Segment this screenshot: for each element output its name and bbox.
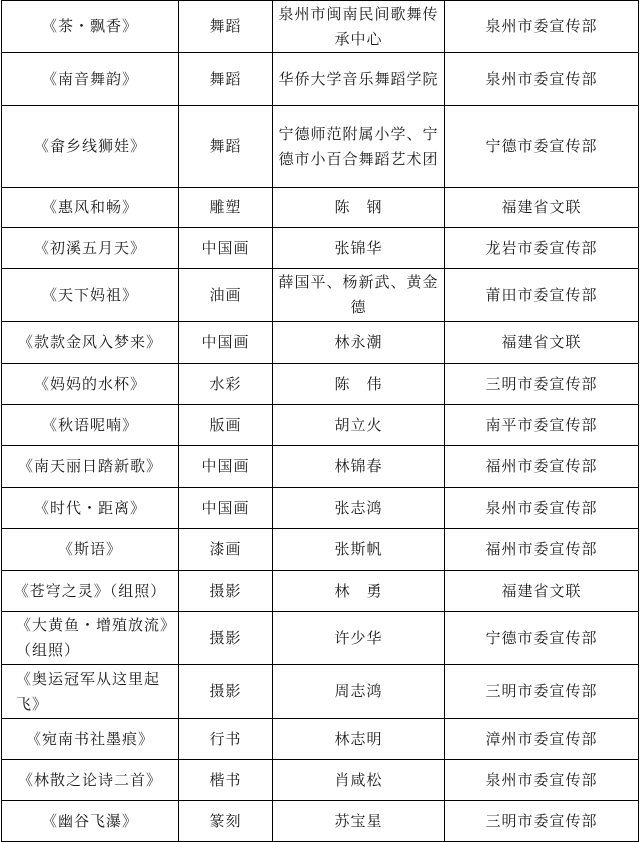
author-cell: 林 勇 <box>273 571 445 612</box>
table-row <box>2 446 639 488</box>
author-cell: 苏宝星 <box>273 801 445 842</box>
category-cell: 版画 <box>179 405 273 446</box>
work-title-cell: 《奥运冠军从这里起飞》 <box>2 665 179 719</box>
category-cell: 舞蹈 <box>179 1 273 53</box>
recommender-cell: 福建省文联 <box>445 188 639 228</box>
table-row <box>2 529 639 571</box>
author-cell: 林锦春 <box>273 446 445 488</box>
work-title-cell: 《幽谷飞瀑》 <box>2 801 179 842</box>
recommender-cell: 福建省文联 <box>445 322 639 364</box>
recommender-cell: 泉州市委宣传部 <box>445 760 639 801</box>
recommender-cell: 福州市委宣传部 <box>445 529 639 571</box>
category-cell: 中国画 <box>179 322 273 364</box>
award-list-table <box>1 0 639 842</box>
category-cell: 摄影 <box>179 612 273 665</box>
category-cell: 行书 <box>179 719 273 760</box>
category-cell: 中国画 <box>179 488 273 529</box>
author-cell: 周志鸿 <box>273 665 445 719</box>
category-cell: 楷书 <box>179 760 273 801</box>
table-row <box>2 571 639 612</box>
work-title-cell: 《南天丽日踏新歌》 <box>2 446 179 488</box>
author-cell: 林永潮 <box>273 322 445 364</box>
recommender-cell: 漳州市委宣传部 <box>445 719 639 760</box>
author-cell: 华侨大学音乐舞蹈学院 <box>273 53 445 106</box>
author-cell: 林志明 <box>273 719 445 760</box>
work-title-cell: 《妈妈的水杯》 <box>2 364 179 405</box>
table-row <box>2 665 639 719</box>
author-cell: 张志鸿 <box>273 488 445 529</box>
recommender-cell: 宁德市委宣传部 <box>445 106 639 188</box>
table-row <box>2 1 639 53</box>
author-cell: 陈 伟 <box>273 364 445 405</box>
table-row <box>2 269 639 322</box>
work-title-cell: 《斯语》 <box>2 529 179 571</box>
work-title-cell: 《林散之论诗二首》 <box>2 760 179 801</box>
work-title-cell: 《天下妈祖》 <box>2 269 179 322</box>
recommender-cell: 三明市委宣传部 <box>445 801 639 842</box>
category-cell: 摄影 <box>179 665 273 719</box>
recommender-cell: 宁德市委宣传部 <box>445 612 639 665</box>
table-row <box>2 612 639 665</box>
author-cell: 张锦华 <box>273 228 445 269</box>
work-title-cell: 《款款金风入梦来》 <box>2 322 179 364</box>
recommender-cell: 泉州市委宣传部 <box>445 1 639 53</box>
recommender-cell: 泉州市委宣传部 <box>445 488 639 529</box>
table-row <box>2 228 639 269</box>
recommender-cell: 三明市委宣传部 <box>445 665 639 719</box>
category-cell: 舞蹈 <box>179 106 273 188</box>
category-cell: 摄影 <box>179 571 273 612</box>
recommender-cell: 南平市委宣传部 <box>445 405 639 446</box>
author-cell: 薛国平、杨新武、黄金德 <box>273 269 445 322</box>
work-title-cell: 《时代・距离》 <box>2 488 179 529</box>
category-cell: 漆画 <box>179 529 273 571</box>
category-cell: 篆刻 <box>179 801 273 842</box>
category-cell: 油画 <box>179 269 273 322</box>
table-row <box>2 53 639 106</box>
table-row <box>2 719 639 760</box>
table-row <box>2 106 639 188</box>
author-cell: 许少华 <box>273 612 445 665</box>
category-cell: 中国画 <box>179 228 273 269</box>
table-row <box>2 188 639 228</box>
work-title-cell: 《茶・飘香》 <box>2 1 179 53</box>
author-cell: 肖咸松 <box>273 760 445 801</box>
table-row <box>2 801 639 842</box>
recommender-cell: 三明市委宣传部 <box>445 364 639 405</box>
category-cell: 水彩 <box>179 364 273 405</box>
work-title-cell: 《苍穹之灵》（组照） <box>2 571 179 612</box>
work-title-cell: 《畲乡线狮娃》 <box>2 106 179 188</box>
recommender-cell: 龙岩市委宣传部 <box>445 228 639 269</box>
work-title-cell: 《大黄鱼・增殖放流》（组照） <box>2 612 179 665</box>
table-row <box>2 488 639 529</box>
work-title-cell: 《宛南书社墨痕》 <box>2 719 179 760</box>
recommender-cell: 福州市委宣传部 <box>445 446 639 488</box>
work-title-cell: 《惠风和畅》 <box>2 188 179 228</box>
author-cell: 泉州市闽南民间歌舞传承中心 <box>273 1 445 53</box>
category-cell: 中国画 <box>179 446 273 488</box>
author-cell: 陈 钢 <box>273 188 445 228</box>
category-cell: 雕塑 <box>179 188 273 228</box>
table-row <box>2 364 639 405</box>
table-row <box>2 322 639 364</box>
work-title-cell: 《秋语呢喃》 <box>2 405 179 446</box>
recommender-cell: 福建省文联 <box>445 571 639 612</box>
author-cell: 张斯帆 <box>273 529 445 571</box>
table-row <box>2 760 639 801</box>
category-cell: 舞蹈 <box>179 53 273 106</box>
author-cell: 宁德师范附属小学、宁德市小百合舞蹈艺术团 <box>273 106 445 188</box>
recommender-cell: 泉州市委宣传部 <box>445 53 639 106</box>
table-row <box>2 405 639 446</box>
author-cell: 胡立火 <box>273 405 445 446</box>
recommender-cell: 莆田市委宣传部 <box>445 269 639 322</box>
work-title-cell: 《南音舞韵》 <box>2 53 179 106</box>
work-title-cell: 《初溪五月天》 <box>2 228 179 269</box>
